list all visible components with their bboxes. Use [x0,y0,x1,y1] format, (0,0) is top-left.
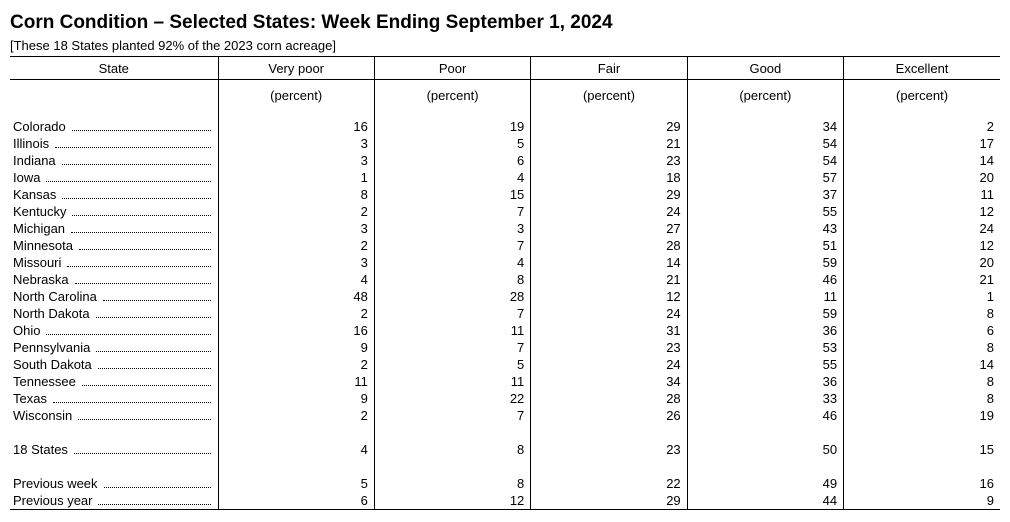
value-cell: 3 [374,220,530,237]
value-cell: 18 [531,169,687,186]
value-cell: 15 [374,186,530,203]
value-cell: 8 [844,390,1000,407]
empty-cell [687,458,843,475]
unit-label: (percent) [374,80,530,119]
value-cell: 8 [218,186,374,203]
value-cell: 28 [374,288,530,305]
value-cell: 5 [218,475,374,492]
table-row [10,118,1000,135]
dot-leader [98,503,211,505]
state-name: Ohio [13,323,41,338]
value-cell: 8 [844,373,1000,390]
value-cell: 6 [218,492,374,510]
state-name: North Dakota [13,306,90,321]
header-row [10,57,1000,80]
state-cell [10,373,218,390]
state-cell [10,152,218,169]
state-name: Missouri [13,255,62,270]
dot-leader [62,163,211,165]
dot-leader [96,350,211,352]
value-cell: 9 [218,390,374,407]
value-cell: 16 [218,322,374,339]
value-cell: 59 [687,254,843,271]
value-cell: 34 [687,118,843,135]
page-title: Corn Condition – Selected States: Week Ending September 1, 2024 [10,12,613,33]
value-cell: 24 [531,356,687,373]
value-cell: 46 [687,407,843,424]
value-cell: 29 [531,118,687,135]
dot-leader [75,282,211,284]
state-cell [10,492,218,510]
empty-cell [10,458,218,475]
state-name: Wisconsin [13,408,73,423]
table-row [10,339,1000,356]
value-cell: 8 [374,271,530,288]
state-name: Previous year [13,493,93,508]
value-cell: 8 [374,441,530,458]
value-cell: 14 [531,254,687,271]
value-cell: 1 [844,288,1000,305]
state-name: Michigan [13,221,66,236]
value-cell: 5 [374,356,530,373]
state-name: North Carolina [13,289,97,304]
value-cell: 7 [374,339,530,356]
state-name: 18 States [13,442,68,457]
value-cell: 8 [374,475,530,492]
value-cell: 28 [531,390,687,407]
value-cell: 46 [687,271,843,288]
state-name: Pennsylvania [13,340,91,355]
table-row [10,407,1000,424]
value-cell: 3 [218,254,374,271]
table-row [10,305,1000,322]
dot-leader [104,486,211,488]
empty-cell [10,424,218,441]
state-name: Kansas [13,187,57,202]
value-cell: 24 [531,203,687,220]
value-cell: 16 [218,118,374,135]
value-cell: 14 [844,152,1000,169]
column-header-good: Good [687,57,843,80]
value-cell: 19 [374,118,530,135]
empty-cell [531,424,687,441]
value-cell: 2 [218,237,374,254]
value-cell: 7 [374,237,530,254]
dot-leader [67,265,211,267]
empty-cell [844,424,1000,441]
state-cell [10,288,218,305]
value-cell: 16 [844,475,1000,492]
dot-leader [79,248,211,250]
value-cell: 2 [218,356,374,373]
value-cell: 4 [218,271,374,288]
table-row [10,237,1000,254]
value-cell: 12 [531,288,687,305]
value-cell: 54 [687,135,843,152]
value-cell: 59 [687,305,843,322]
value-cell: 51 [687,237,843,254]
value-cell: 50 [687,441,843,458]
value-cell: 6 [374,152,530,169]
value-cell: 53 [687,339,843,356]
value-cell: 48 [218,288,374,305]
value-cell: 19 [844,407,1000,424]
value-cell: 27 [531,220,687,237]
value-cell: 20 [844,254,1000,271]
table-row [10,169,1000,186]
value-cell: 17 [844,135,1000,152]
dot-leader [78,418,211,420]
value-cell: 24 [844,220,1000,237]
state-cell [10,271,218,288]
value-cell: 34 [531,373,687,390]
state-cell [10,407,218,424]
dot-leader [74,452,211,454]
value-cell: 2 [218,407,374,424]
state-cell [10,322,218,339]
table-row [10,492,1000,510]
value-cell: 11 [218,373,374,390]
dot-leader [46,333,211,335]
value-cell: 3 [218,152,374,169]
dot-leader [72,214,211,216]
value-cell: 9 [218,339,374,356]
value-cell: 1 [218,169,374,186]
value-cell: 36 [687,373,843,390]
state-name: South Dakota [13,357,92,372]
value-cell: 12 [844,203,1000,220]
column-header-fair: Fair [531,57,687,80]
value-cell: 22 [531,475,687,492]
value-cell: 7 [374,407,530,424]
empty-cell [218,424,374,441]
state-name: Previous week [13,476,98,491]
value-cell: 29 [531,186,687,203]
value-cell: 14 [844,356,1000,373]
value-cell: 20 [844,169,1000,186]
value-cell: 23 [531,441,687,458]
dot-leader [96,316,211,318]
state-cell [10,305,218,322]
page-subtitle: [These 18 States planted 92% of the 2023 corn acreage] [10,38,336,53]
value-cell: 11 [374,322,530,339]
state-cell [10,118,218,135]
state-cell [10,220,218,237]
table-row [10,203,1000,220]
value-cell: 3 [218,135,374,152]
table-row [10,254,1000,271]
table-row [10,390,1000,407]
value-cell: 7 [374,203,530,220]
spacer-row [10,424,1000,441]
unit-label: (percent) [844,80,1000,119]
value-cell: 4 [374,254,530,271]
state-cell [10,237,218,254]
state-name: Tennessee [13,374,76,389]
unit-label: (percent) [218,80,374,119]
value-cell: 23 [531,152,687,169]
dot-leader [72,129,211,131]
value-cell: 2 [844,118,1000,135]
dot-leader [103,299,211,301]
dot-leader [53,401,211,403]
value-cell: 31 [531,322,687,339]
value-cell: 12 [374,492,530,510]
value-cell: 21 [844,271,1000,288]
value-cell: 12 [844,237,1000,254]
table-row [10,322,1000,339]
value-cell: 21 [531,271,687,288]
table-row [10,271,1000,288]
empty-cell [531,458,687,475]
empty-cell [374,424,530,441]
value-cell: 22 [374,390,530,407]
dot-leader [82,384,211,386]
empty-cell [844,458,1000,475]
value-cell: 4 [218,441,374,458]
state-cell [10,356,218,373]
table-row [10,135,1000,152]
table-row [10,475,1000,492]
table-row [10,288,1000,305]
dot-leader [98,367,211,369]
empty-cell [218,458,374,475]
value-cell: 6 [844,322,1000,339]
value-cell: 11 [844,186,1000,203]
value-cell: 2 [218,203,374,220]
state-name: Colorado [13,119,66,134]
state-cell [10,169,218,186]
value-cell: 24 [531,305,687,322]
value-cell: 57 [687,169,843,186]
state-name: Kentucky [13,204,67,219]
column-header-excellent: Excellent [844,57,1000,80]
state-name: Texas [13,391,47,406]
table-row [10,220,1000,237]
value-cell: 26 [531,407,687,424]
state-name: Nebraska [13,272,69,287]
state-name: Illinois [13,136,50,151]
value-cell: 2 [218,305,374,322]
value-cell: 8 [844,305,1000,322]
unit-label: (percent) [531,80,687,119]
corn-condition-table [10,56,1000,510]
state-cell [10,135,218,152]
column-header-very-poor: Very poor [218,57,374,80]
value-cell: 15 [844,441,1000,458]
state-cell [10,186,218,203]
value-cell: 54 [687,152,843,169]
value-cell: 55 [687,203,843,220]
value-cell: 37 [687,186,843,203]
value-cell: 21 [531,135,687,152]
value-cell: 33 [687,390,843,407]
value-cell: 36 [687,322,843,339]
empty-cell [374,458,530,475]
state-cell [10,441,218,458]
unit-label: (percent) [687,80,843,119]
table-row [10,441,1000,458]
value-cell: 4 [374,169,530,186]
dot-leader [62,197,211,199]
value-cell: 29 [531,492,687,510]
value-cell: 55 [687,356,843,373]
value-cell: 3 [218,220,374,237]
value-cell: 7 [374,305,530,322]
units-row [10,80,1000,119]
table-row [10,152,1000,169]
value-cell: 43 [687,220,843,237]
value-cell: 44 [687,492,843,510]
state-cell [10,339,218,356]
table-row [10,373,1000,390]
dot-leader [71,231,211,233]
value-cell: 9 [844,492,1000,510]
spacer-row [10,458,1000,475]
value-cell: 11 [687,288,843,305]
column-header-poor: Poor [374,57,530,80]
state-name: Iowa [13,170,41,185]
dot-leader [46,180,211,182]
state-name: Indiana [13,153,56,168]
table-row [10,186,1000,203]
empty-cell [687,424,843,441]
state-cell [10,203,218,220]
value-cell: 8 [844,339,1000,356]
state-cell [10,254,218,271]
value-cell: 5 [374,135,530,152]
state-name: Minnesota [13,238,73,253]
unit-label [10,80,218,119]
value-cell: 28 [531,237,687,254]
table-row [10,356,1000,373]
state-cell [10,390,218,407]
dot-leader [55,146,211,148]
value-cell: 11 [374,373,530,390]
column-header-state: State [10,57,218,80]
value-cell: 49 [687,475,843,492]
table-body [10,118,1000,510]
value-cell: 23 [531,339,687,356]
state-cell [10,475,218,492]
